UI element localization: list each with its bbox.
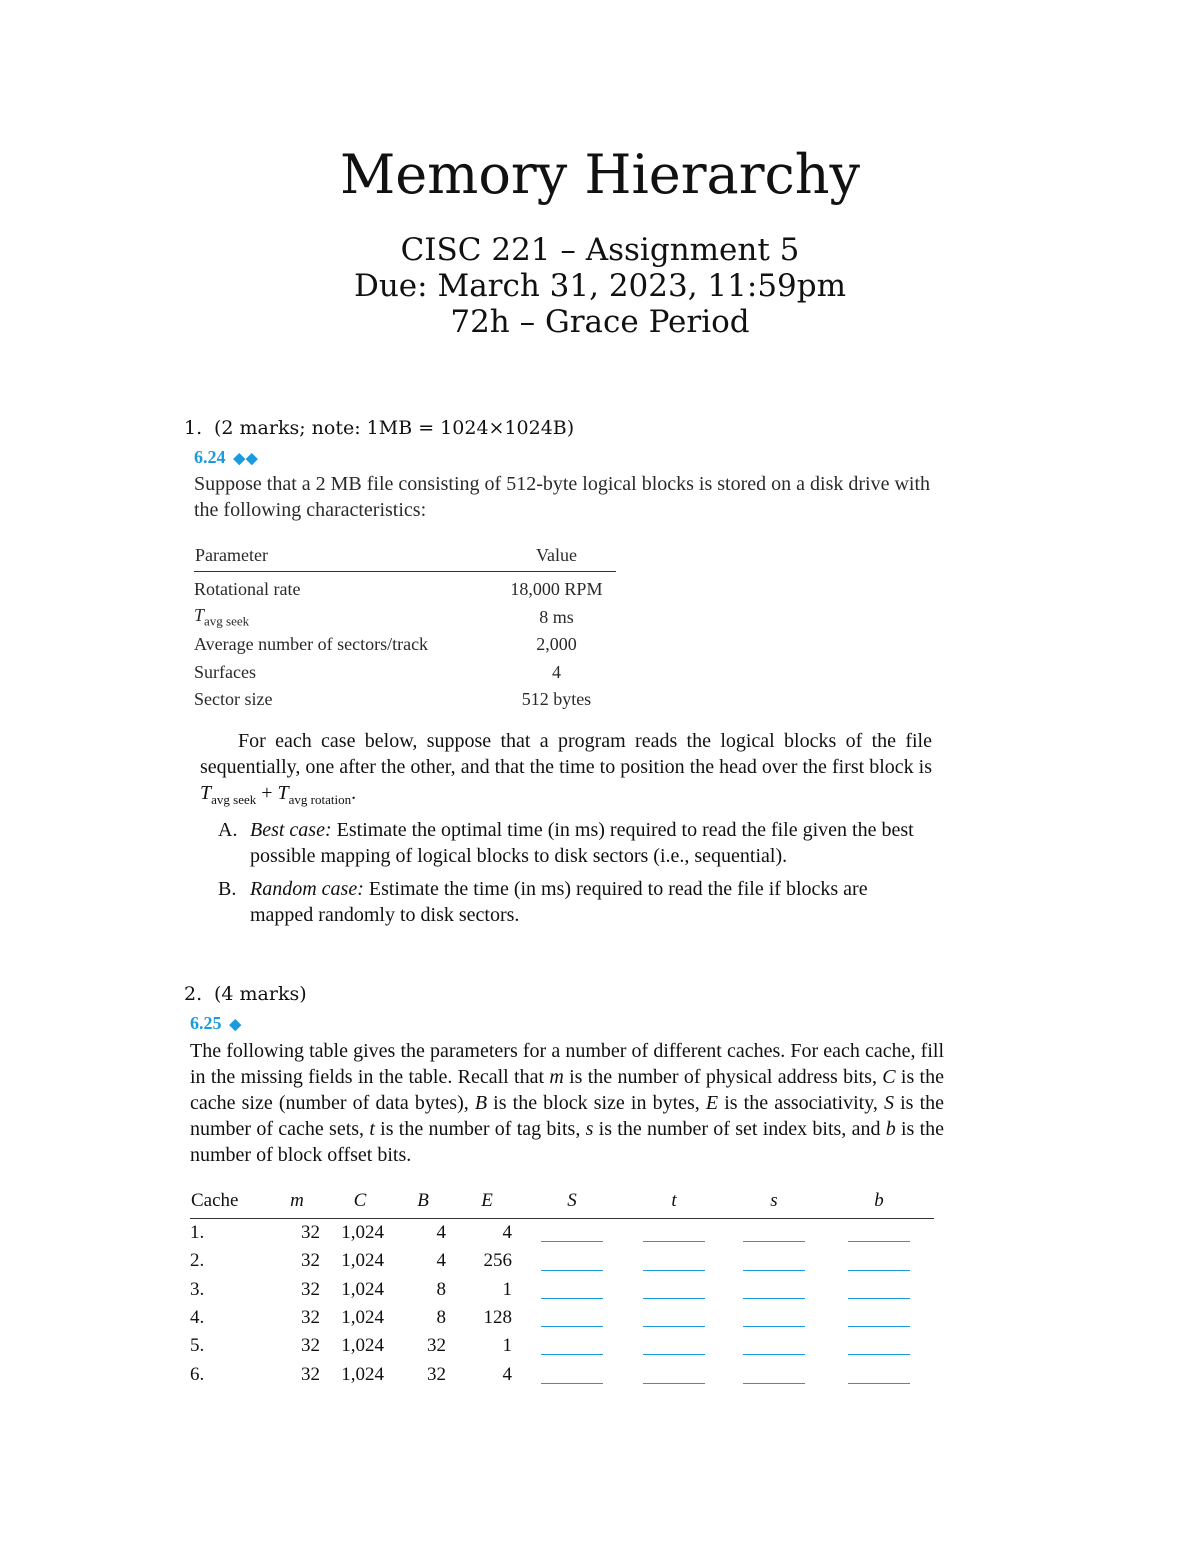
case-a-label: A. (218, 819, 238, 841)
case-b-body: Estimate the time (in ms) required to read the file if blocks are mapped randomly to disk sectors. (250, 878, 868, 926)
m-cell: 32 (301, 1222, 320, 1244)
s-answer-cell (724, 1247, 824, 1275)
b-upper-cell: 4 (436, 1250, 446, 1272)
c-cell: 1,024 (341, 1307, 384, 1329)
answer-blank[interactable] (541, 1310, 603, 1327)
case-b-label: B. (218, 878, 237, 900)
m-cell: 32 (301, 1363, 320, 1385)
value-cell: 512 bytes (521, 689, 592, 710)
b-answer-cell (824, 1276, 934, 1304)
var-m: m (549, 1066, 564, 1088)
answer-blank[interactable] (848, 1338, 910, 1355)
answer-blank[interactable] (643, 1282, 705, 1299)
b-upper-cell: 8 (436, 1278, 446, 1300)
body-text: is the associativity, (718, 1092, 885, 1114)
answer-blank[interactable] (743, 1310, 805, 1327)
e-cell: 256 (483, 1250, 512, 1272)
column-header-b: b (824, 1184, 934, 1219)
var-t: t (369, 1118, 375, 1140)
body-text: The following table gives the parameters for a number of different caches. For each cache, fill in the missing fields in the table. Recall that (190, 1040, 944, 1088)
s-answer-cell (724, 1332, 824, 1360)
s-answer-cell (724, 1304, 824, 1332)
disk-parameters-table (194, 539, 616, 714)
answer-blank[interactable] (643, 1310, 705, 1327)
s-upper-answer-cell (520, 1304, 624, 1332)
answer-blank[interactable] (643, 1367, 705, 1384)
column-header-s: s (724, 1184, 824, 1219)
exercise-label: 6.24 (194, 447, 226, 467)
table-row (190, 1360, 934, 1388)
var-b-upper: B (474, 1092, 488, 1114)
period: . (351, 782, 357, 804)
table-row (190, 1304, 934, 1332)
b-answer-cell (824, 1332, 934, 1360)
answer-blank[interactable] (743, 1282, 805, 1299)
var-e: E (705, 1092, 719, 1114)
answer-blank[interactable] (848, 1282, 910, 1299)
b-upper-cell: 32 (427, 1335, 446, 1357)
t-answer-cell (624, 1276, 724, 1304)
var-c: C (882, 1066, 896, 1088)
answer-blank[interactable] (848, 1254, 910, 1271)
exercise-number (190, 1013, 242, 1034)
m-cell: 32 (301, 1278, 320, 1300)
body-text: is the block size in bytes, (487, 1092, 706, 1114)
subtitle-block (0, 232, 1200, 340)
cache-cell: 1. (190, 1222, 205, 1244)
column-header-value: Value (497, 539, 616, 572)
due-line: Due: March 31, 2023, 11:59pm (353, 268, 847, 304)
answer-blank[interactable] (848, 1310, 910, 1327)
t-subscript: avg seek (211, 792, 257, 807)
s-answer-cell (724, 1360, 824, 1388)
cache-cell: 2. (190, 1250, 205, 1272)
value-cell: 4 (551, 661, 561, 682)
question-1-intro: Suppose that a 2 MB file consisting of 512-byte logical blocks is stored on a disk drive with the following characteristics: (194, 473, 931, 521)
body-text: is the number of cache sets, (190, 1092, 945, 1140)
table-row (190, 1219, 934, 1248)
c-cell: 1,024 (341, 1363, 384, 1385)
var-b: b (885, 1118, 896, 1140)
case-b-text (250, 876, 934, 928)
t-answer-cell (624, 1360, 724, 1388)
cache-cell: 6. (190, 1363, 205, 1385)
c-cell: 1,024 (341, 1335, 384, 1357)
b-upper-cell: 32 (427, 1363, 446, 1385)
table-row (190, 1332, 934, 1360)
answer-blank[interactable] (743, 1338, 805, 1355)
m-cell: 32 (301, 1335, 320, 1357)
column-header-cache: Cache (190, 1184, 266, 1219)
body-text: is the number of physical address bits, (563, 1066, 883, 1088)
answer-blank[interactable] (541, 1338, 603, 1355)
answer-blank[interactable] (541, 1225, 603, 1242)
parameter-cell: Sector size (194, 689, 273, 710)
difficulty-diamonds-icon: ◆◆ (233, 451, 259, 467)
table-row (190, 1247, 934, 1275)
answer-blank[interactable] (541, 1367, 603, 1384)
answer-blank[interactable] (541, 1254, 603, 1271)
table-row (190, 1276, 934, 1304)
s-answer-cell (724, 1219, 824, 1248)
exercise-label: 6.25 (190, 1013, 222, 1033)
s-answer-cell (724, 1276, 824, 1304)
case-a-text (250, 817, 934, 869)
cache-parameters-table (190, 1184, 934, 1389)
parameter-cell: Average number of sectors/track (194, 634, 429, 655)
exercise-number (194, 447, 259, 468)
table-row (194, 572, 616, 604)
case-a-title: Best case: (250, 819, 332, 841)
case-b (218, 876, 934, 928)
e-cell: 128 (483, 1307, 512, 1329)
course-line: CISC 221 – Assignment 5 (400, 232, 800, 268)
s-upper-answer-cell (520, 1332, 624, 1360)
body-text: is the number of set index bits, and (593, 1118, 886, 1140)
case-a-body: Estimate the optimal time (in ms) required to read the file given the best possible mapping of logical blocks to disk sectors (i.e., sequential). (250, 819, 914, 867)
t-subscript: avg seek (204, 613, 250, 629)
column-header-parameter: Parameter (194, 539, 497, 572)
case-b-title: Random case: (250, 878, 364, 900)
body-text: is the number of block offset bits. (190, 1118, 945, 1166)
t-answer-cell (624, 1332, 724, 1360)
s-upper-answer-cell (520, 1360, 624, 1388)
b-answer-cell (824, 1219, 934, 1248)
column-header-b-upper: B (392, 1184, 454, 1219)
t-symbol: T (277, 782, 289, 804)
t-symbol: T (194, 604, 205, 625)
value-cell: 18,000 RPM (510, 579, 603, 600)
question-number: 2. (184, 983, 203, 1005)
plus-sign: + (256, 782, 278, 804)
question-1-body (200, 728, 932, 813)
e-cell: 4 (502, 1363, 512, 1385)
difficulty-diamond-icon: ◆ (229, 1017, 243, 1033)
t-answer-cell (624, 1304, 724, 1332)
b-upper-cell: 4 (436, 1222, 446, 1244)
body-text: is the number of tag bits, (374, 1118, 586, 1140)
table-row (194, 659, 616, 687)
value-cell: 8 ms (539, 606, 574, 627)
e-cell: 1 (502, 1335, 512, 1357)
e-cell: 1 (502, 1278, 512, 1300)
m-cell: 32 (301, 1250, 320, 1272)
question-marks: (2 marks; note: 1MB = 1024×1024B) (214, 417, 575, 439)
var-s-upper: S (884, 1092, 895, 1114)
answer-blank[interactable] (743, 1254, 805, 1271)
b-answer-cell (824, 1360, 934, 1388)
c-cell: 1,024 (341, 1278, 384, 1300)
cache-cell: 3. (190, 1278, 205, 1300)
column-header-s-upper: S (520, 1184, 624, 1219)
page-title: Memory Hierarchy (339, 143, 861, 206)
answer-blank[interactable] (643, 1338, 705, 1355)
parameter-cell (194, 604, 497, 632)
table-row (194, 631, 616, 659)
t-symbol: T (200, 782, 212, 804)
parameter-cell: Rotational rate (194, 579, 301, 600)
s-upper-answer-cell (520, 1247, 624, 1275)
table-row (194, 686, 616, 714)
answer-blank[interactable] (643, 1225, 705, 1242)
column-header-m: m (266, 1184, 328, 1219)
question-2-body (190, 1038, 944, 1168)
answer-blank[interactable] (743, 1225, 805, 1242)
m-cell: 32 (301, 1307, 320, 1329)
answer-blank[interactable] (848, 1367, 910, 1384)
answer-blank[interactable] (643, 1254, 705, 1271)
answer-blank[interactable] (848, 1225, 910, 1242)
cache-cell: 4. (190, 1307, 205, 1329)
grace-line: 72h – Grace Period (450, 304, 750, 340)
t-answer-cell (624, 1247, 724, 1275)
b-answer-cell (824, 1304, 934, 1332)
answer-blank[interactable] (743, 1367, 805, 1384)
question-1-heading (184, 417, 574, 439)
b-upper-cell: 8 (436, 1307, 446, 1329)
value-cell: 2,000 (536, 634, 577, 655)
e-cell: 4 (502, 1222, 512, 1244)
body-text: is the cache size (number of data bytes), (190, 1066, 944, 1114)
question-marks: (4 marks) (214, 983, 307, 1005)
parameter-cell: Surfaces (194, 661, 256, 682)
column-header-c: C (328, 1184, 392, 1219)
body-text: For each case below, suppose that a program reads the logical blocks of the file sequentially, one after the other, and that the time to position the head over the first block is (200, 730, 932, 778)
s-upper-answer-cell (520, 1276, 624, 1304)
case-a (218, 817, 934, 869)
t-answer-cell (624, 1219, 724, 1248)
s-upper-answer-cell (520, 1219, 624, 1248)
var-s: s (585, 1118, 594, 1140)
b-answer-cell (824, 1247, 934, 1275)
c-cell: 1,024 (341, 1222, 384, 1244)
answer-blank[interactable] (541, 1282, 603, 1299)
column-header-e: E (454, 1184, 520, 1219)
c-cell: 1,024 (341, 1250, 384, 1272)
question-2-heading (184, 983, 307, 1005)
column-header-t: t (624, 1184, 724, 1219)
question-number: 1. (184, 417, 203, 439)
table-row (194, 604, 616, 632)
cache-cell: 5. (190, 1335, 205, 1357)
t-subscript: avg rotation (288, 792, 352, 807)
